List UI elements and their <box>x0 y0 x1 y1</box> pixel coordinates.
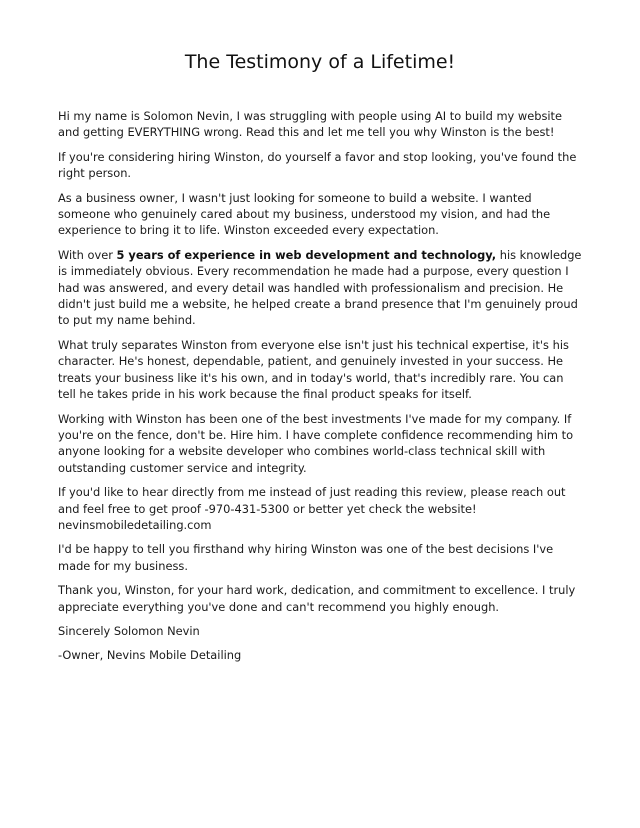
paragraph-recommendation: If you're considering hiring Winston, do yourself a favor and stop looking, you've found the right person. <box>58 149 577 181</box>
paragraph-experience <box>58 247 582 329</box>
experience-highlight: 5 years of experience in web development and technology, <box>116 247 497 262</box>
paragraph-business-owner: As a business owner, I wasn't just looking for someone to build a website. I wanted someone who genuinely cared about my business, understood my vision, and had the experience to bring it to life. Winston exceeded every expectation. <box>58 190 551 238</box>
signoff-line: -Owner, Nevins Mobile Detailing <box>58 648 242 663</box>
paragraph-contact <box>58 484 582 533</box>
paragraph-character: What truly separates Winston from everyone else isn't just his technical expertise, it's his character. He's honest, dependable, patient, and genuinely invested in your success. He treats your business like it's his own, and in today's world, that's incredibly rare. You can tell he takes pride in his work because the final product speaks for itself. <box>58 337 569 402</box>
document-body <box>58 108 582 664</box>
paragraph-thanks: Thank you, Winston, for your hard work, dedication, and commitment to excellence. I truly appreciate everything you've done and can't recommend you highly enough. <box>58 583 576 614</box>
closing-line: Sincerely Solomon Nevin <box>58 623 200 638</box>
contact-text: If you'd like to hear directly from me instead of just reading this review, please reach out and feel free to get proof -970-431-5300 or better yet check the website! <box>58 485 566 516</box>
paragraph-investment: Working with Winston has been one of the best investments I've made for my company. If you're on the fence, don't be. Hire him. I have complete confidence recommending him to anyone looking for a website developer who combines world-class technical skill with outstanding customer service and integrity. <box>58 411 574 475</box>
document-title: The Testimony of a Lifetime! <box>184 51 456 73</box>
experience-body-text: his knowledge is immediately obvious. Every recommendation he made had a purpose, every question I had was answered, and every detail was handled with professionalism and precision. He didn't just build me a website, he helped create a brand presence that I'm genuinely proud to put my name behind. <box>58 247 582 328</box>
experience-lead-text: With over <box>58 247 117 262</box>
paragraph-firsthand: I'd be happy to tell you firsthand why hiring Winston was one of the best decisions I've made for my business. <box>58 542 554 573</box>
paragraph-intro: Hi my name is Solomon Nevin, I was struggling with people using AI to build my website and getting EVERYTHING wrong. Read this and let me tell you why Winston is the best! <box>58 109 563 140</box>
website-text: nevinsmobiledetailing.com <box>58 517 212 532</box>
